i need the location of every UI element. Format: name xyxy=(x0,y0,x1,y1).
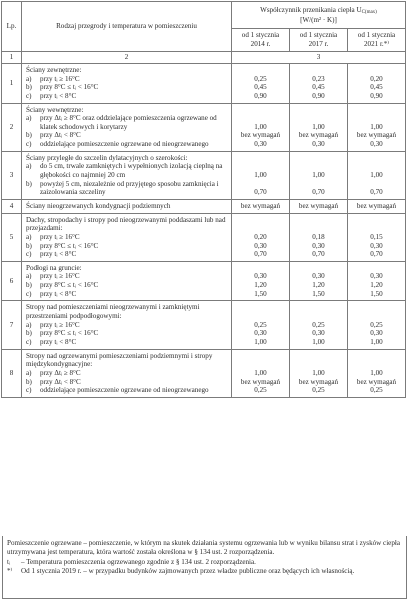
sub-item-letter: c) xyxy=(26,386,32,395)
sub-item-text: przy Δtᵢ ≥ 8°C xyxy=(40,368,81,377)
row-value: 0,23 xyxy=(312,74,325,83)
sub-item-text: do 5 cm, trwale zamkniętych i wypełnionych izolacją cieplną na głębokości co najmniej 20 cm xyxy=(40,162,223,180)
row-value: bez wymagań xyxy=(356,377,397,386)
row-values-col xyxy=(290,213,348,261)
row-values-col xyxy=(290,151,348,199)
sub-item-text: przy tᵢ ≥ 16°C xyxy=(40,74,80,83)
row-value: 0,30 xyxy=(254,140,267,149)
row-value: 0,30 xyxy=(312,329,325,338)
header-wsp-sub: C(max) xyxy=(361,9,377,15)
row-title: Ściany nieogrzewanych kondygnacji podziemnych xyxy=(26,201,171,210)
row-sub-item xyxy=(26,329,227,338)
sub-item-text: powyżej 5 cm, niezależnie od przyjętego sposobu zamknięcia i zaizolowania szczeliny xyxy=(40,179,219,197)
row-value: 0,70 xyxy=(312,250,325,259)
row-value: 0,70 xyxy=(370,250,383,259)
row-value: 0,18 xyxy=(312,232,325,241)
column-number-3: 3 xyxy=(232,52,406,64)
row-sub-item xyxy=(26,378,227,387)
row-sub-item xyxy=(26,162,227,179)
row-value: 0,90 xyxy=(312,91,325,100)
sub-item-text: przy tᵢ ≥ 16°C xyxy=(40,272,80,281)
row-title: Ściany zewnętrzne: xyxy=(26,66,82,74)
row-sub-item xyxy=(26,272,227,281)
sub-item-letter: a) xyxy=(26,232,32,241)
row-value: 1,00 xyxy=(312,368,325,377)
row-value: 0,45 xyxy=(312,83,325,92)
footnote-asterisk-key: *⁾ xyxy=(7,567,13,576)
row-sub-item xyxy=(26,92,227,101)
header-col-2021: od 1 stycznia 2021 r.*⁾ xyxy=(348,29,406,52)
row-values-col xyxy=(290,103,348,151)
sub-item-letter: b) xyxy=(26,281,32,290)
row-values-col xyxy=(290,349,348,397)
row-values-col xyxy=(348,151,406,199)
sub-item-text: oddzielające pomieszczenie ogrzewane od nieogrzewanego xyxy=(40,386,209,395)
table-row xyxy=(2,103,406,151)
sub-item-text: przy 8°C ≤ tᵢ < 16°C xyxy=(40,241,99,250)
row-sub-item xyxy=(26,114,227,131)
row-title: Ściany wewnętrzne: xyxy=(26,105,84,114)
table-row xyxy=(2,349,406,397)
table-row xyxy=(2,64,406,104)
row-title: Dachy, stropodachy i stropy pod nieogrzewanymi poddaszami lub nad przejazdami: xyxy=(26,215,226,233)
row-value: 0,30 xyxy=(370,272,383,281)
row-lp: 5 xyxy=(2,213,22,261)
row-value: 1,20 xyxy=(370,281,383,290)
row-value: 0,25 xyxy=(312,320,325,329)
row-description xyxy=(22,103,232,151)
row-value: bez wymagań xyxy=(298,377,339,386)
row-value: 1,20 xyxy=(312,281,325,290)
row-lp: 3 xyxy=(2,151,22,199)
row-value: 1,50 xyxy=(370,289,383,298)
sub-item-text: przy tᵢ < 8°C xyxy=(40,91,77,100)
row-values-col xyxy=(348,261,406,301)
sub-item-letter: a) xyxy=(26,368,32,377)
table-row xyxy=(2,151,406,199)
sub-item-letter: b) xyxy=(26,179,32,188)
row-value: 1,50 xyxy=(312,289,325,298)
row-lp: 7 xyxy=(2,301,22,349)
row-values-col xyxy=(290,301,348,349)
sub-item-letter: a) xyxy=(26,320,32,329)
sub-item-text: przy tᵢ < 8°C xyxy=(40,289,77,298)
table-row xyxy=(2,213,406,261)
footnotes xyxy=(2,536,407,599)
row-values-col xyxy=(232,213,290,261)
row-value: 0,45 xyxy=(370,83,383,92)
row-values-col xyxy=(348,103,406,151)
row-value: 0,30 xyxy=(370,329,383,338)
row-value: bez wymagań xyxy=(290,199,348,213)
row-sub-item xyxy=(26,321,227,330)
column-number-2: 2 xyxy=(22,52,232,64)
row-value: 1,00 xyxy=(254,122,267,131)
row-value: 0,25 xyxy=(312,386,325,395)
row-sub-item xyxy=(26,140,227,149)
row-description xyxy=(22,213,232,261)
footnote-asterisk xyxy=(7,567,402,576)
row-value: 0,25 xyxy=(254,386,267,395)
row-value: 1,00 xyxy=(254,337,267,346)
row-sub-item xyxy=(26,338,227,347)
sub-item-letter: a) xyxy=(26,114,32,123)
footnote-ti-key: tᵢ xyxy=(7,558,11,567)
row-sub-item xyxy=(26,242,227,251)
sub-item-letter: c) xyxy=(26,250,32,259)
sub-item-letter: b) xyxy=(26,329,32,338)
row-value: 0,20 xyxy=(370,74,383,83)
row-value: 1,50 xyxy=(254,289,267,298)
row-value: 0,30 xyxy=(370,241,383,250)
row-value: bez wymagań xyxy=(348,199,406,213)
header-lp: Lp. xyxy=(2,2,22,52)
sub-item-text: przy tᵢ ≥ 16°C xyxy=(40,232,80,241)
row-lp: 6 xyxy=(2,261,22,301)
sub-item-text: przy Δtᵢ < 8°C xyxy=(40,377,81,386)
row-value: 0,30 xyxy=(312,272,325,281)
row-value: 1,20 xyxy=(254,281,267,290)
header-col-2017: od 1 stycznia 2017 r. xyxy=(290,29,348,52)
sub-item-text: przy 8°C ≤ tᵢ < 16°C xyxy=(40,329,99,338)
header-col-2014: od 1 stycznia 2014 r. xyxy=(232,29,290,52)
row-value: bez wymagań xyxy=(240,377,281,386)
footnote-definition: Pomieszczenie ogrzewane – pomieszczenie, w którym na skutek działania systemu ogrzewania lub w wyniku bilansu strat i zysków ciepła utrzymywana jest temperatura, która wartość została określona w § 134 ust. 2 rozporządzenia. xyxy=(7,539,400,557)
sub-item-text: przy tᵢ ≥ 16°C xyxy=(40,320,80,329)
row-values-col xyxy=(232,151,290,199)
header-row xyxy=(2,2,406,29)
row-sub-item xyxy=(26,290,227,299)
row-value: bez wymagań xyxy=(240,131,281,140)
row-value: 1,00 xyxy=(312,337,325,346)
row-values-col xyxy=(290,64,348,104)
row-value: 1,00 xyxy=(370,337,383,346)
sub-item-letter: c) xyxy=(26,337,32,346)
row-value: 0,30 xyxy=(370,140,383,149)
column-number-1: 1 xyxy=(2,52,22,64)
row-sub-item xyxy=(26,131,227,140)
row-value: 0,70 xyxy=(254,250,267,259)
row-sub-item xyxy=(26,180,227,197)
sub-item-text: przy Δtᵢ ≥ 8°C oraz oddzielające pomieszczenia ogrzewane od klatek schodowych i korytarzy xyxy=(40,114,217,131)
row-sub-item xyxy=(26,386,227,395)
table-row xyxy=(2,301,406,349)
sub-item-letter: b) xyxy=(26,83,32,92)
header-wsp-title: Współczynnik przenikania ciepła U xyxy=(260,5,362,14)
row-description xyxy=(22,64,232,104)
row-value: 1,00 xyxy=(312,122,325,131)
row-description xyxy=(22,199,232,213)
row-value: 0,20 xyxy=(254,232,267,241)
row-values-col xyxy=(232,64,290,104)
sub-item-letter: a) xyxy=(26,74,32,83)
row-value: 1,00 xyxy=(254,368,267,377)
row-sub-item xyxy=(26,250,227,259)
row-value: bez wymagań xyxy=(356,131,397,140)
row-lp: 8 xyxy=(2,349,22,397)
sub-item-letter: a) xyxy=(26,272,32,281)
row-sub-item xyxy=(26,369,227,378)
row-value: 0,30 xyxy=(312,140,325,149)
footnote-ti-text: – Temperatura pomieszczenia ogrzewanego zgodnie z § 134 ust. 2 rozporządzenia. xyxy=(21,558,256,567)
row-sub-item xyxy=(26,75,227,84)
row-lp: 4 xyxy=(2,199,22,213)
row-description xyxy=(22,301,232,349)
row-description xyxy=(22,261,232,301)
row-title: Podłogi na gruncie: xyxy=(26,263,82,272)
row-values-col xyxy=(232,261,290,301)
sub-item-text: przy 8°C ≤ tᵢ < 16°C xyxy=(40,281,99,290)
row-value: 0,30 xyxy=(254,272,267,281)
sub-item-letter: b) xyxy=(26,131,32,140)
row-values-col xyxy=(232,301,290,349)
row-title: Stropy nad ogrzewanymi pomieszczeniami podziemnymi i stropy międzykondygnacyjne: xyxy=(26,351,213,369)
table-row xyxy=(2,199,406,213)
row-value: 0,30 xyxy=(254,241,267,250)
header-wsp-unit: [W/(m² · K)] xyxy=(300,15,337,24)
row-value: 0,70 xyxy=(312,188,325,197)
row-sub-item xyxy=(26,83,227,92)
row-values-col xyxy=(348,349,406,397)
header-rodzaj: Rodzaj przegrody i temperatura w pomieszczeniu xyxy=(22,2,232,52)
sub-item-text: oddzielające pomieszczenie ogrzewane od nieogrzewanego xyxy=(40,140,209,149)
row-values-col xyxy=(290,261,348,301)
row-value: 0,15 xyxy=(370,232,383,241)
row-value: 0,30 xyxy=(254,329,267,338)
row-lp: 2 xyxy=(2,103,22,151)
sub-item-text: przy 8°C ≤ tᵢ < 16°C xyxy=(40,83,99,92)
row-description xyxy=(22,349,232,397)
row-values-col xyxy=(348,301,406,349)
requirements-table xyxy=(1,1,406,398)
row-title: Stropy nad pomieszczeniami nieogrzewanymi i zamkniętymi przestrzeniami podpodłogowymi: xyxy=(26,303,200,321)
sub-item-letter: b) xyxy=(26,241,32,250)
row-value: 1,00 xyxy=(370,368,383,377)
row-value: 0,25 xyxy=(254,74,267,83)
thermal-transmittance-table-page xyxy=(1,1,406,599)
row-value: 0,70 xyxy=(254,188,267,197)
row-sub-item xyxy=(26,233,227,242)
row-values-col xyxy=(232,103,290,151)
row-sub-item xyxy=(26,281,227,290)
sub-item-letter: c) xyxy=(26,289,32,298)
row-value: 0,25 xyxy=(254,320,267,329)
sub-item-letter: a) xyxy=(26,162,32,171)
row-values-col xyxy=(348,213,406,261)
sub-item-letter: c) xyxy=(26,91,32,100)
row-lp: 1 xyxy=(2,64,22,104)
row-value: 1,00 xyxy=(312,171,325,180)
row-value: 0,90 xyxy=(370,91,383,100)
table-row xyxy=(2,261,406,301)
sub-item-text: przy tᵢ < 8°C xyxy=(40,337,77,346)
row-value: 1,00 xyxy=(370,171,383,180)
sub-item-letter: c) xyxy=(26,140,32,149)
row-value: bez wymagań xyxy=(298,131,339,140)
sub-item-text: przy tᵢ < 8°C xyxy=(40,250,77,259)
row-value: 0,45 xyxy=(254,83,267,92)
row-value: 0,25 xyxy=(370,386,383,395)
sub-item-text: przy Δtᵢ < 8°C xyxy=(40,131,81,140)
row-value: 0,25 xyxy=(370,320,383,329)
row-value: 0,30 xyxy=(312,241,325,250)
footnote-ti xyxy=(7,558,402,567)
row-values-col xyxy=(232,349,290,397)
row-value: 0,90 xyxy=(254,91,267,100)
row-title: Ściany przyległe do szczelin dylatacyjnych o szerokości: xyxy=(26,153,188,162)
header-wsp xyxy=(232,2,406,29)
row-values-col xyxy=(348,64,406,104)
footnote-asterisk-text: Od 1 stycznia 2019 r. – w przypadku budynków zajmowanych przez władze publiczne oraz będących ich własnością. xyxy=(21,567,355,576)
column-number-row xyxy=(2,52,406,64)
sub-item-letter: b) xyxy=(26,377,32,386)
row-value: 1,00 xyxy=(370,122,383,131)
row-value: bez wymagań xyxy=(232,199,290,213)
row-description xyxy=(22,151,232,199)
row-value: 0,70 xyxy=(370,188,383,197)
row-value: 1,00 xyxy=(254,171,267,180)
